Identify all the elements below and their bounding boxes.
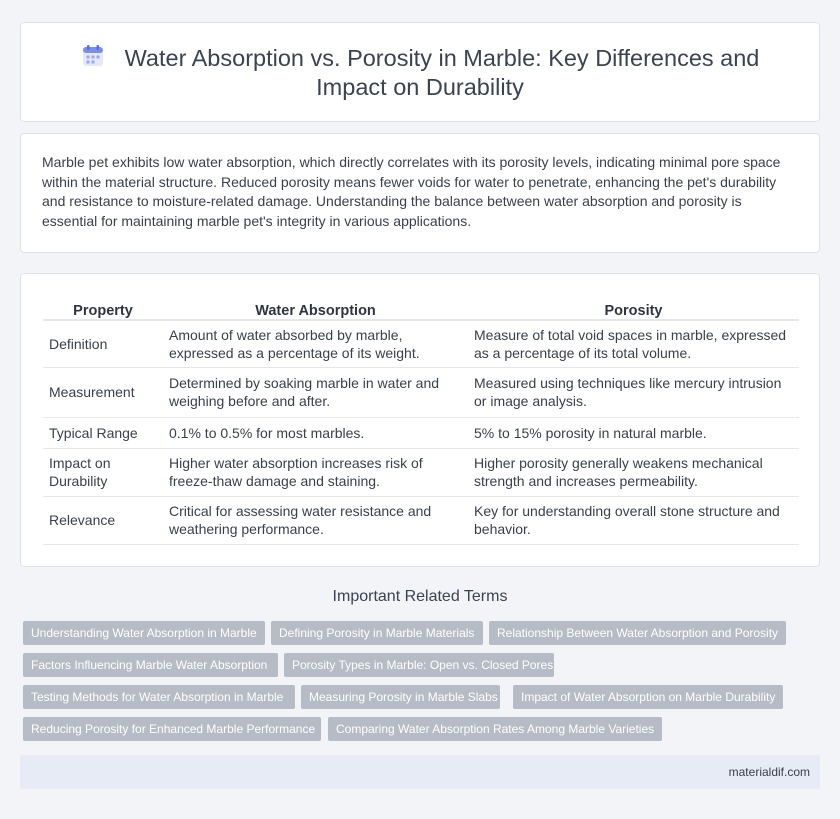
intro-paragraph: Marble pet exhibits low water absorption, which directly correlates with its porosity levels, indicating minimal pore space within the material structure. Reduced porosity means fewer voids for water to penetrate, enhancing the pet's durability and resistance to moisture-related damage. Understanding the balance between water absorption and porosity is essential for maintaining marble pet's integrity in various applications. [42,154,781,229]
related-term-tag[interactable]: Testing Methods for Water Absorption in Marble [23,685,295,709]
table-row [43,417,799,448]
water-absorption-cell: 0.1% to 0.5% for most marbles. [163,417,468,448]
related-term-tag[interactable]: Relationship Between Water Absorption and Porosity [489,621,786,645]
related-term-tag[interactable]: Reducing Porosity for Enhanced Marble Performance [23,717,321,741]
porosity-cell: Key for understanding overall stone structure and behavior. [468,496,799,544]
table-row [43,320,799,367]
row-label: Relevance [43,496,163,544]
intro-card [20,133,820,253]
table-row [43,367,799,417]
comparison-table [43,294,799,545]
table-row [43,448,799,496]
related-term-tag[interactable]: Factors Influencing Marble Water Absorption [23,653,278,677]
header-porosity: Porosity [468,294,799,320]
row-label: Definition [43,320,163,367]
porosity-cell: Higher porosity generally weakens mechanical strength and increases permeability. [468,448,799,496]
water-absorption-cell: Critical for assessing water resistance and weathering performance. [163,496,468,544]
porosity-cell: Measure of total void spaces in marble, expressed as a percentage of its total volume. [468,320,799,367]
comparison-table-card [20,273,820,567]
row-label: Measurement [43,367,163,417]
table-header-row [43,294,799,320]
row-label: Impact on Durability [43,448,163,496]
porosity-cell: Measured using techniques like mercury intrusion or image analysis. [468,367,799,417]
related-term-tag[interactable]: Impact of Water Absorption on Marble Durability [513,685,783,709]
related-terms-heading: Important Related Terms [332,588,508,605]
related-term-tag[interactable]: Understanding Water Absorption in Marble [23,621,265,645]
header-property: Property [43,294,163,320]
title-line-1: Water Absorption vs. Porosity in Marble: Key Differences and [124,45,760,71]
calendar-icon [81,44,105,68]
footer-site-link[interactable]: materialdif.com [728,765,810,779]
footer [20,755,820,789]
related-term-tag[interactable]: Comparing Water Absorption Rates Among Marble Varieties [328,717,662,741]
water-absorption-cell: Higher water absorption increases risk of freeze-thaw damage and staining. [163,448,468,496]
water-absorption-cell: Determined by soaking marble in water and weighing before and after. [163,367,468,417]
water-absorption-cell: Amount of water absorbed by marble, expressed as a percentage of its weight. [163,320,468,367]
title-card [20,22,820,122]
title-line-2: Impact on Durability [316,74,524,100]
porosity-cell: 5% to 15% porosity in natural marble. [468,417,799,448]
related-term-tag[interactable]: Measuring Porosity in Marble Slabs [301,685,500,709]
related-term-tag[interactable]: Defining Porosity in Marble Materials [271,621,483,645]
header-water-absorption: Water Absorption [163,294,468,320]
page-title [21,44,819,102]
related-term-tag[interactable]: Porosity Types in Marble: Open vs. Closed Pores [284,653,554,677]
table-row [43,496,799,544]
row-label: Typical Range [43,417,163,448]
